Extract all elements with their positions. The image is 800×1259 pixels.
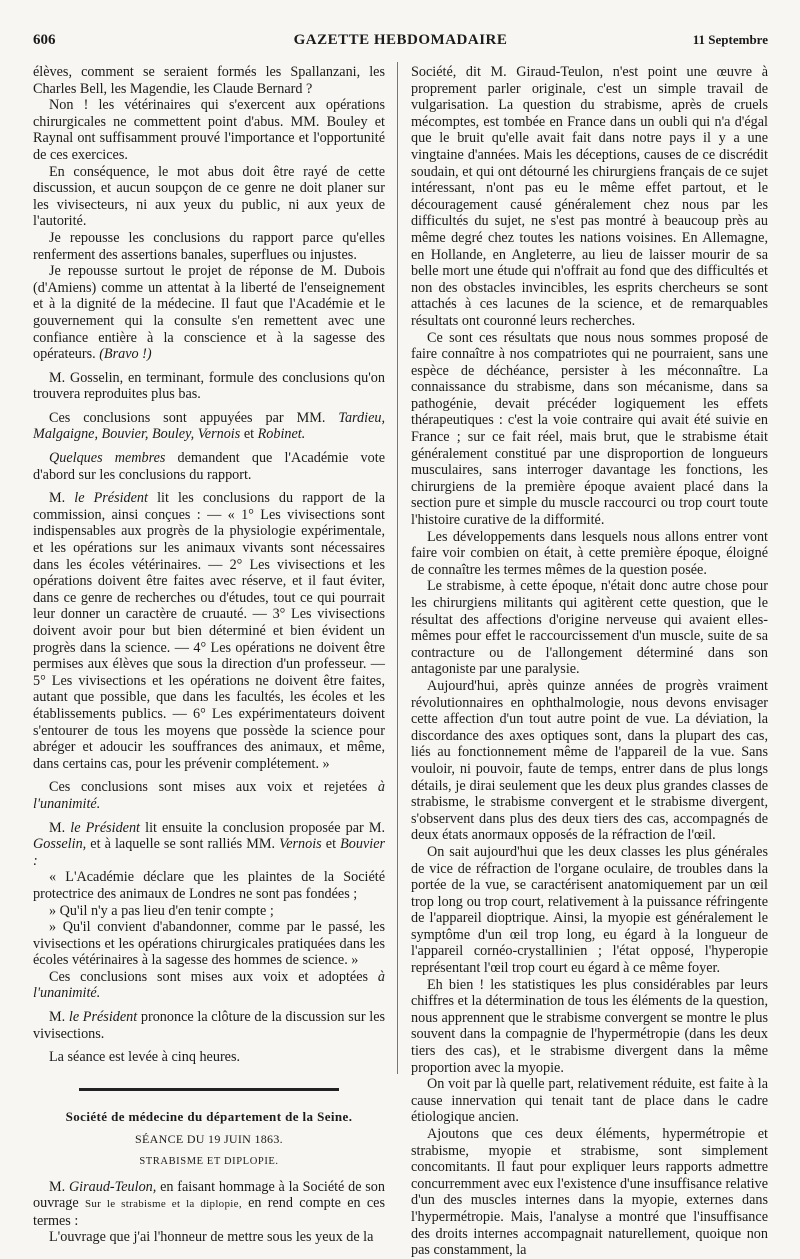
paragraph: On sait aujourd'hui que les deux classes les plus générales de vice de réfraction de l'organe oculaire, de troubles dans la portée de la vue, se caractérisent anatomiquement par un œil trop long ou trop court, relativement à la puissance réfringente de l'appareil dioptrique. Ainsi, la myopie est généralement le symptôme d'un œil trop long, eu égard à la longueur de l'appareil cornéo-crystallinien ; l'état opposé, l'hyperopie représentant l'œil trop court eu égard à ce même foyer. [411,843,768,977]
paragraph: M. le Président lit les conclusions du rapport de la commission, ainsi conçues : — « 1° Les vivisections sont indispensables aux progrès de la physiologie expérimentale, et les opérations sur les animaux vivants sont nécessaires dans les écoles vétérinaires. — 2° Les vivisections et les opérations doivent être faites avec réserve, et il faut éviter, dans ce genre de recherches ou d'études, tout ce qui pourrait leur donner un caractère de cruauté. — 3° Les vivisections doivent avoir pour but bien déterminé et bien évident un progrès dans la science. — 4° Les opérations ne doivent être permises aux élèves que sous la direction d'un professeur. — 5° Les vivisections et les opérations ne doivent être faites, autant que possible, que dans les facultés, les écoles et les établissements publics. — 6° Les expérimentateurs doivent s'entourer de tous les moyens que possède la science pour abréger et adoucir les souffrances des animaux, et même, dans certains cas, pour les prévenir complétement. » [33,490,385,772]
paragraph: Je repousse les conclusions du rapport parce qu'elles renferment des assertions banales, superflues ou injustes. [33,229,385,263]
paragraph: Société, dit M. Giraud-Teulon, n'est point une œuvre à proprement parler originale, c'est un simple travail de vulgarisation. La question du strabisme, après de cruels mécomptes, est tombée en France dans un oubli qui n'a d'égal que le bruit qu'elle avait fait dans notre pays il y a une vingtaine d'années. Mais les déceptions, causes de ce discrédit soudain, et qui ont détourné les chirurgiens français de ce sujet intéressant, n'ont pas eu le même effet partout, et le découragement causé généralement chez nous par les difficultés du sujet, ne s'est pas montré à beaucoup près au même degré chez toutes les nations voisines. En Allemagne, en Hollande, en Angleterre, au lieu de laisser mourir de sa belle mort une étude qui n'offrait au fond que des difficultés et non des obstacles invincibles, les esprits chercheurs se sont attachés à ces lacunes de la science, et de remarquables résultats ont couronné leurs recherches. [411,64,768,329]
paragraph: Les développements dans lesquels nous allons entrer vont faire voir combien on était, à cette première époque, éloigné de connaître les termes mêmes de la question posée. [411,528,768,578]
paragraph: élèves, comment se seraient formés les Spallanzani, les Charles Bell, les Magendie, les Claude Bernard ? [33,64,385,97]
paragraph: Quelques membres demandent que l'Académie vote d'abord sur les conclusions du rapport. [33,450,385,483]
running-header [33,32,768,50]
paragraph: La séance est levée à cinq heures. [49,1049,241,1066]
paragraph: Aujourd'hui, après quinze années de progrès vraiment révolutionnaires en ophthalmologie, nous devons envisager cette affection d'un tout autre point de vue. La déviation, la discordance des axes optiques sont, dans la plupart des cas, liés au fonctionnement même de l'appareil de la vue. Sans vouloir, ni pouvoir, faute de temps, entrer dans de plus longs détails, je dirai seulement que les deux plus grandes classes de strabisme, le strabisme convergent et le strabisme divergent, s'observent dans plus des deux tiers des cas, accompagnés de deux états anormaux opposés de la réfraction de l'œil. [411,677,768,844]
quotation: » Qu'il n'y a pas lieu d'en tenir compte ; [49,902,274,919]
paragraph: M. le Président lit ensuite la conclusion proposée par M. Gosselin, et à laquelle se sont ralliés MM. Vernois et Bouvier : [33,819,386,869]
paragraph: Ces conclusions sont mises aux voix et adoptées à l'unanimité. [33,968,385,1002]
paragraph: Je repousse surtout le projet de réponse de M. Dubois (d'Amiens) comme un attentat à la liberté de l'enseignement et à la dignité de la médecine. Il faut que l'Académie et le gouvernement qui la consulte s'en remettent avec une confiance entière à la conscience et à la sagesse des opérateurs. (Bravo !) [33,263,385,363]
paragraph: Eh bien ! les statistiques les plus considérables par leurs chiffres et la détermination de tous les éléments de la question, nous apprennent que le strabisme convergent se montre le plus souvent dans la compagnie de l'hypermétropie (dans les deux tiers des cas), et le strabisme divergent dans la même proportion avec la myopie. [411,976,768,1076]
paragraph: M. le Président prononce la clôture de la discussion sur les vivisections. [33,1009,386,1042]
issue-date: 11 Septembre [692,32,768,47]
quotation: » Qu'il convient d'abandonner, comme par le passé, les vivisections et les opérations chirurgicales pratiquées dans les écoles vétérinaires à la sagesse des hommes de science. » [33,919,385,969]
paragraph: M. Giraud-Teulon, en faisant hommage à la Société de son ouvrage Sur le strabisme et la diplopie, en rend compte en ces termes : [33,1178,385,1229]
publication-title: GAZETTE HEBDOMADAIRE [293,32,508,48]
quotation: « L'Académie déclare que les plaintes de la Société protectrice des animaux de Londres ne sont pas fondées ; [33,869,385,902]
session-date: SÉANCE DU 19 JUIN 1863. [135,1132,283,1147]
paragraph: En conséquence, le mot abus doit être rayé de cette discussion, et aucun soupçon de ce genre ne doit planer sur les vivisecteurs, ni aux yeux du public, ni aux yeux de l'autorité. [33,163,385,230]
paragraph: Ces conclusions sont appuyées par MM. Tardieu, Malgaigne, Bouvier, Bouley, Vernois et Robinet. [33,409,386,443]
section-separator [79,1088,339,1091]
column-divider [397,62,398,1074]
paragraph: Ces conclusions sont mises aux voix et rejetées à l'unanimité. [33,779,385,812]
paragraph: Ajoutons que ces deux éléments, hypermétropie et strabisme, myopie et strabisme, sont simplement concomitants. Il faut pour expliquer leurs rapports admettre concurremment avec eux l'existence d'une insuffisance relative d'un des muscles internes dans la myopie, externes dans l'hypermétropie. Mais, l'analyse a montré que l'insuffisance des droits internes accompagnait naturellement, quoique non pas constamment, la [411,1126,769,1259]
paragraph: Non ! les vétérinaires qui s'exercent aux opérations chirurgicales ne commettent point d'abus. MM. Bouley et Raynal ont suffisamment prouvé l'importance et l'opportunité de ces exercices. [33,97,385,163]
paragraph: Ce sont ces résultats que nous nous sommes proposé de faire connaître à nos compatriotes qui ne pourraient, sans une espèce de déchéance, persister à les méconnaître. La connaissance du strabisme, dans son mécanisme, dans sa pathogénie, devait précéder logiquement les effets thérapeutiques : c'est la voie contraire qui avait été suivie en France ; sur ce fait réel, mais brut, que le strabisme était généralement constitué par une disproportion de longueurs musculaires, sans interroger davantage les fonctions, les chirurgiens de la première époque avaient placé dans la section pure et simple du muscle raccourci ou trop court toute l'histoire curative de la difformité. [411,329,768,529]
paragraph: Le strabisme, à cette époque, n'était donc autre chose pour les chirurgiens militants qui agitèrent cette question, que le résultat des affections d'origine nerveuse qui avaient elles-mêmes pour effet le raccourcissement d'un muscle, suite de sa contracture ou de l'allongement déterminé dans son antagoniste par une paralysie. [411,578,768,678]
subject-heading: STRABISME ET DIPLOPIE. [139,1156,279,1168]
paragraph: On voit par là quelle part, relativement réduite, est faite à la cause innervation qui tenait tant de place dans le cadre étiologique ancien. [411,1076,768,1126]
paragraph: M. Gosselin, en terminant, formule des conclusions qu'on trouvera reproduites plus bas. [33,369,385,403]
left-column [33,64,386,1246]
society-heading: Société de médecine du département de la Seine. [65,1108,353,1124]
paragraph: L'ouvrage que j'ai l'honneur de mettre sous les yeux de la [49,1229,374,1246]
page-number: 606 [33,32,56,48]
right-column [411,64,769,1259]
